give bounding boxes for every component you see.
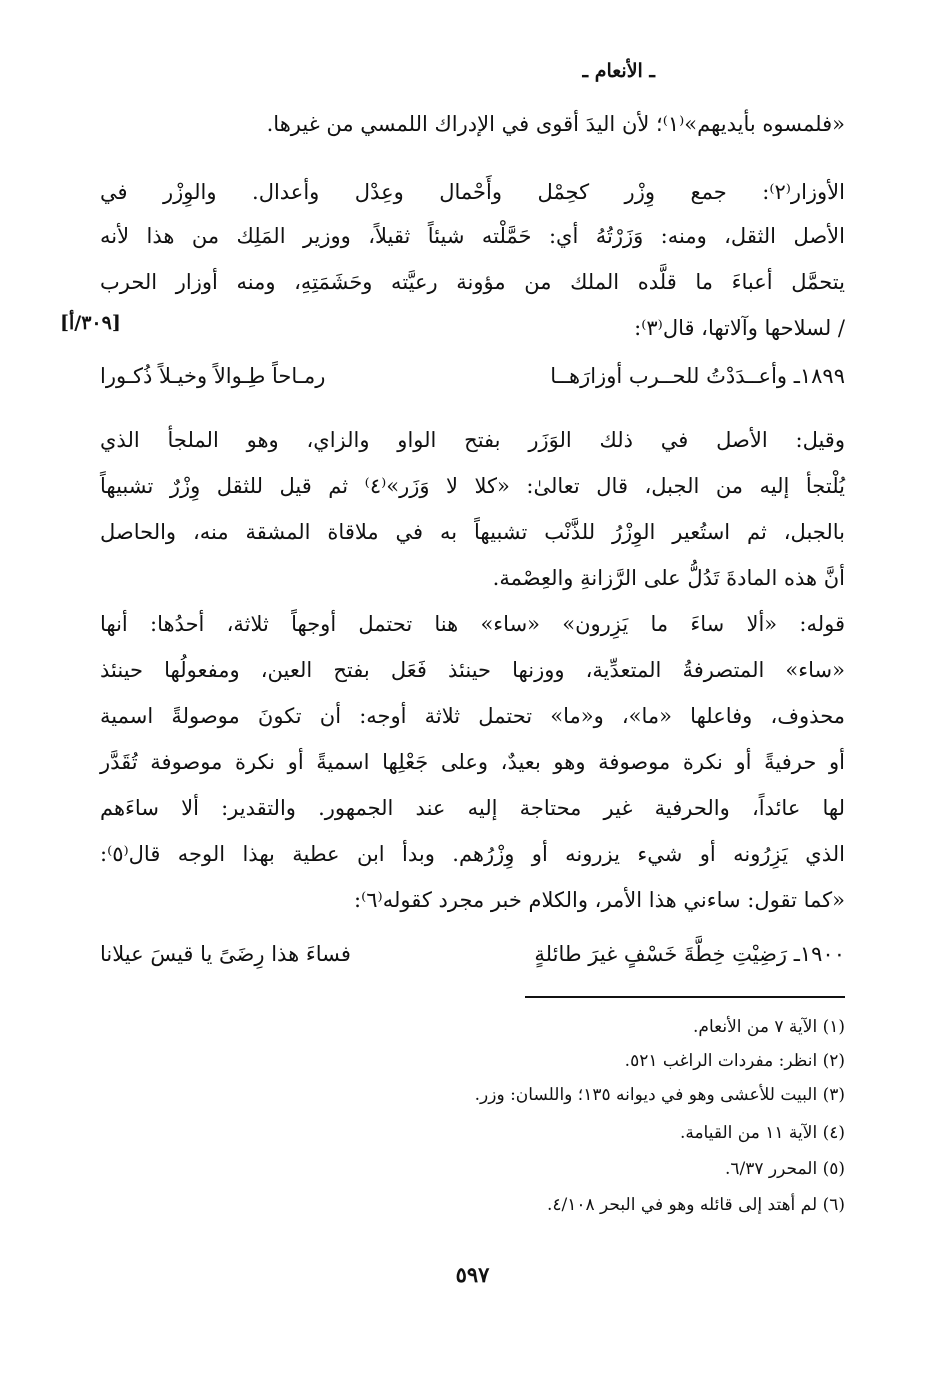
body-line: لها عائداً، والحرفية غير محتاجة إليه عند الجمهور. والتقدير: ألا ساءَهم xyxy=(100,796,845,820)
body-line: يُلْتجأ إليه من الجبل، قال تعالىٰ: «كلا لا وَزَر»⁽٤⁾ ثم قيل للثقل وِزْرٌ تشبيهاً xyxy=(100,474,845,498)
body-line: / لسلاحها وآلاتها، قال⁽٣⁾: xyxy=(634,316,845,340)
body-line: الأوزار⁽٢⁾: جمع وِزْر كحِمْل وأَحْمال وعِدْل وأعدال. والوِزْر في xyxy=(100,180,845,204)
footnote: (٢) انظر: مفردات الراغب ٥٢١. xyxy=(624,1051,845,1071)
footnote: (٣) البيت للأعشى وهو في ديوانه ١٣٥؛ واللسان: وزر. xyxy=(474,1085,845,1105)
body-line: «كما تقول: ساءني هذا الأمر، والكلام خبر مجرد كقوله⁽٦⁾: xyxy=(354,888,845,912)
body-line: الذي يَزِرُونه أو شيء يزرونه أو وِزْرُهم. وبدأ ابن عطية بهذا الوجه قال⁽٥⁾: xyxy=(100,842,845,866)
footnote-separator xyxy=(525,996,845,998)
running-header: ـ الأنعام ـ xyxy=(582,60,655,82)
footnote: (٦) لم أهتد إلى قائله وهو في البحر ٤/١٠٨. xyxy=(546,1195,845,1215)
body-line: محذوف، وفاعلها «ما»، و«ما» تحتمل ثلاثة أوجه: أن تكونَ موصولةً اسمية xyxy=(100,704,845,728)
body-line: «ساء» المتصرفةُ المتعدِّية، ووزنها حينئذ فَعَل بفتح العين، ومفعولُها حينئذ xyxy=(100,658,845,682)
verse-first-hemistich: ١٨٩٩ـ وأعــدَدْتُ للحــرب أوزارَهــا xyxy=(550,364,845,388)
body-line: «فلمسوه بأيديهم»⁽١⁾؛ لأن اليدَ أقوى في الإدراك اللمسي من غيرها. xyxy=(266,112,845,136)
body-line: الأصل الثقل، ومنه: وَزَرْتُهُ أي: حَمَّلْته شيئاً ثقيلاً، ووزير المَلِك من هذا لأنه xyxy=(100,224,845,248)
margin-folio-reference: [٣٠٩/أ] xyxy=(60,312,121,334)
body-line: أنَّ هذه المادةَ تَدُلُّ على الرَّزانةِ والعِصْمة. xyxy=(492,566,845,590)
body-line: بالجبل، ثم استُعير الوِزْرُ للذَّنْب تشبيهاً به في ملاقاة المشقة منه، والحاصل xyxy=(100,520,845,544)
verse-second-hemistich: رمـاحاً طِـوالاً وخيـلاً ذُكـورا xyxy=(100,364,326,388)
page-number: ٥٩٧ xyxy=(455,1262,490,1287)
verse-first-hemistich: ١٩٠٠ـ رَضِيْتِ خِطَّةَ خَسْفٍ غيرَ طائلةٍ xyxy=(534,942,845,966)
footnote: (٤) الآية ١١ من القيامة. xyxy=(679,1123,845,1143)
body-line: وقيل: الأصل في ذلك الوَزَر بفتح الواو والزاي، وهو الملجأ الذي xyxy=(100,428,845,452)
body-line: قوله: «ألا ساءَ ما يَزِرون» «ساء» هنا تحتمل أوجهاً ثلاثة، أحدُها: أنها xyxy=(100,612,845,636)
body-line: يتحمَّل أعباءَ ما قلَّده الملك من مؤونة رعيَّته وحَشَمَتِهِ، ومنه أوزار الحرب xyxy=(100,270,845,294)
footnote: (١) الآية ٧ من الأنعام. xyxy=(693,1017,845,1037)
body-line: أو حرفيةً أو نكرة موصوفة وهو بعيدٌ، وعلى جَعْلِها اسميةً أو نكرة موصوفة تُقَدَّر xyxy=(100,750,845,774)
verse-second-hemistich: فساءَ هذا رِضَىً يا قيسَ عيلانا xyxy=(100,942,351,966)
footnote: (٥) المحرر ٦/٣٧. xyxy=(724,1159,845,1179)
